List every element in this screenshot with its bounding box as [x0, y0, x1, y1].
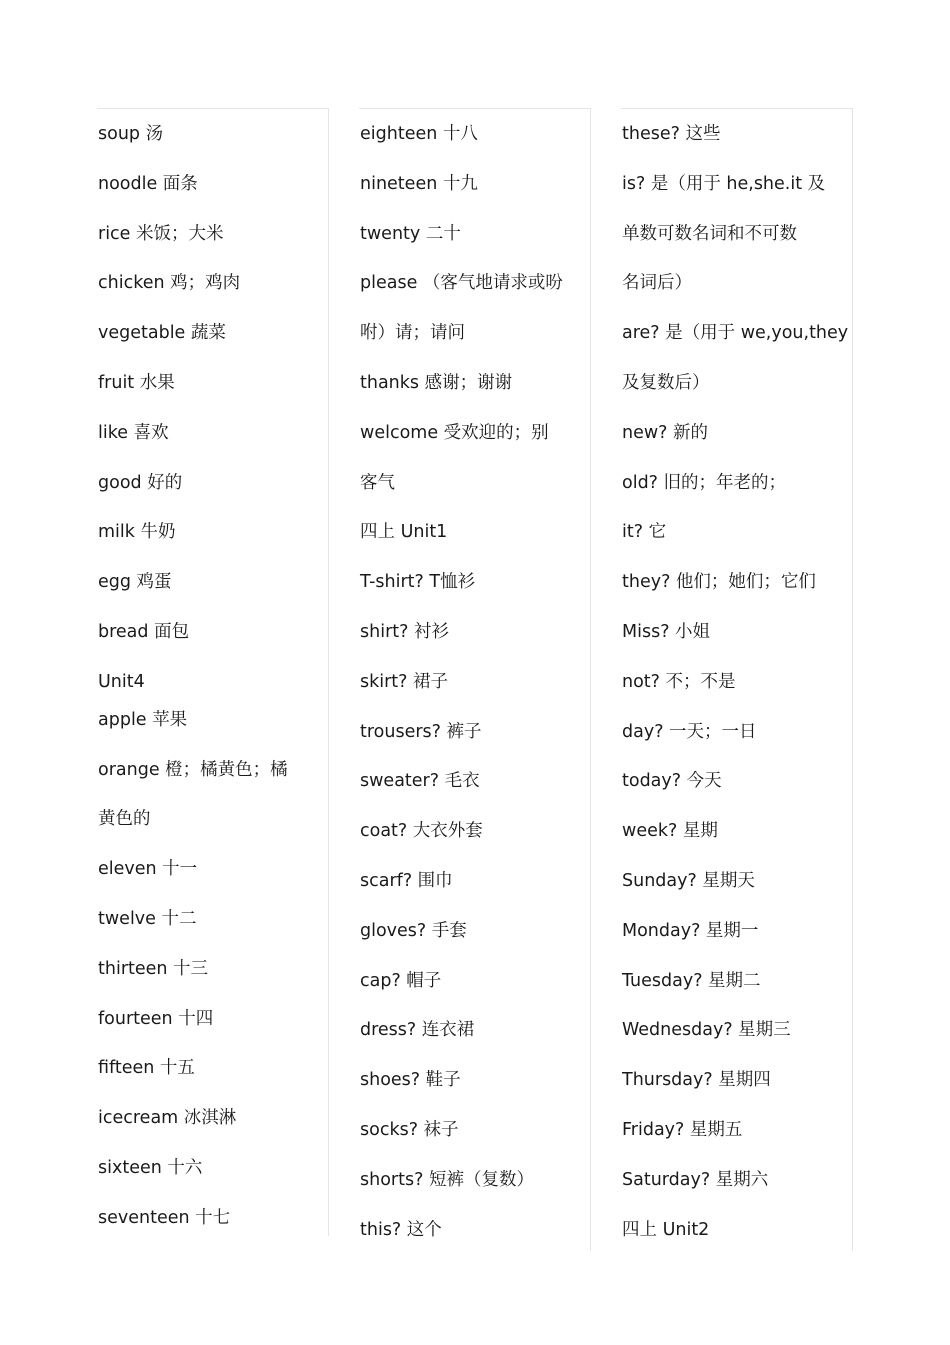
vocabulary-column-2	[359, 108, 591, 1251]
vocab-line: like 喜欢	[98, 422, 169, 443]
vocab-line: sweater? 毛衣	[360, 771, 480, 792]
vocab-line: Sunday? 星期天	[622, 870, 755, 891]
vocab-line: soup 汤	[98, 124, 164, 144]
vocab-line: skirt? 裙子	[360, 671, 449, 692]
vocab-line: fourteen 十四	[98, 1008, 214, 1029]
vocab-line: icecream 冰淇淋	[98, 1108, 237, 1129]
vocab-line: T-shirt? T恤衫	[360, 572, 476, 593]
vocab-line: nineteen 十九	[360, 173, 478, 194]
vocab-line: is? 是（用于 he,she.it 及	[622, 173, 826, 194]
vocab-line: Tuesday? 星期二	[622, 970, 761, 991]
vocab-line: twenty 二十	[360, 223, 461, 244]
unit-heading: 四上 Unit2	[622, 1219, 710, 1240]
vocab-line: rice 米饭；大米	[98, 223, 224, 244]
vocab-line: scarf? 围巾	[360, 870, 453, 891]
unit-heading: Unit4	[98, 671, 145, 692]
vocab-line: chicken 鸡；鸡肉	[98, 273, 241, 294]
vocab-line: Saturday? 星期六	[622, 1169, 769, 1190]
vocab-line: these? 这些	[622, 124, 721, 144]
vocab-line: today? 今天	[622, 771, 722, 792]
vocab-line: 及复数后）	[622, 372, 710, 393]
vocab-line: trousers? 裤子	[360, 721, 482, 742]
vocab-line: 黄色的	[98, 809, 151, 830]
vocab-line: fruit 水果	[98, 372, 175, 393]
vocab-line: Wednesday? 星期三	[622, 1020, 791, 1041]
vocab-line: Friday? 星期五	[622, 1119, 743, 1140]
vocab-line: it? 它	[622, 522, 667, 543]
unit-heading: 四上 Unit1	[360, 522, 448, 543]
vocab-line: Monday? 星期一	[622, 920, 759, 941]
vocab-line: not? 不；不是	[622, 671, 736, 692]
vocab-line: thirteen 十三	[98, 958, 209, 979]
vocab-line: dress? 连衣裙	[360, 1020, 475, 1041]
vocab-line: milk 牛奶	[98, 522, 176, 543]
vocab-line: seventeen 十七	[98, 1207, 231, 1228]
vocab-line: shorts? 短裤（复数）	[360, 1169, 534, 1190]
vocab-line: day? 一天；一日	[622, 721, 757, 742]
vocab-line: eighteen 十八	[360, 124, 478, 144]
vocab-line: Miss? 小姐	[622, 621, 711, 642]
vocab-line: shirt? 衬衫	[360, 621, 449, 642]
vocab-line: eleven 十一	[98, 859, 198, 880]
vocab-line: week? 星期	[622, 821, 718, 842]
vocab-line: welcome 受欢迎的；别	[360, 422, 549, 443]
vocab-line: vegetable 蔬菜	[98, 323, 226, 344]
vocab-line: 客气	[360, 472, 395, 493]
vocab-line: cap? 帽子	[360, 970, 442, 991]
vocab-line: coat? 大衣外套	[360, 821, 483, 842]
vocab-line: sixteen 十六	[98, 1157, 203, 1178]
vocab-line: new? 新的	[622, 422, 709, 443]
vocab-line: gloves? 手套	[360, 920, 467, 941]
vocab-line: egg 鸡蛋	[98, 572, 172, 593]
vocab-line: thanks 感谢；谢谢	[360, 372, 513, 393]
vocab-line: 咐）请；请问	[360, 323, 465, 344]
vocab-line: 单数可数名词和不可数	[622, 223, 797, 244]
vocab-line: Thursday? 星期四	[622, 1070, 771, 1091]
vocab-line: orange 橙；橘黄色；橘	[98, 759, 288, 780]
vocab-line: old? 旧的；年老的；	[622, 472, 787, 493]
vocabulary-column-3	[621, 108, 853, 1251]
vocab-line: they? 他们；她们；它们	[622, 572, 816, 593]
vocab-line: noodle 面条	[98, 173, 198, 194]
vocab-line: shoes? 鞋子	[360, 1070, 461, 1091]
vocab-line: 名词后）	[622, 273, 692, 294]
vocab-line: are? 是（用于 we,you,they	[622, 323, 849, 344]
vocab-line: fifteen 十五	[98, 1058, 195, 1079]
vocab-line: socks? 袜子	[360, 1119, 459, 1140]
vocab-line: apple 苹果	[98, 709, 188, 730]
vocab-line: this? 这个	[360, 1219, 442, 1240]
vocab-line: bread 面包	[98, 621, 190, 642]
vocab-line: please （客气地请求或吩	[360, 273, 563, 294]
vocabulary-column-1	[97, 108, 329, 1236]
vocab-line: good 好的	[98, 472, 183, 493]
vocab-line: twelve 十二	[98, 908, 197, 929]
